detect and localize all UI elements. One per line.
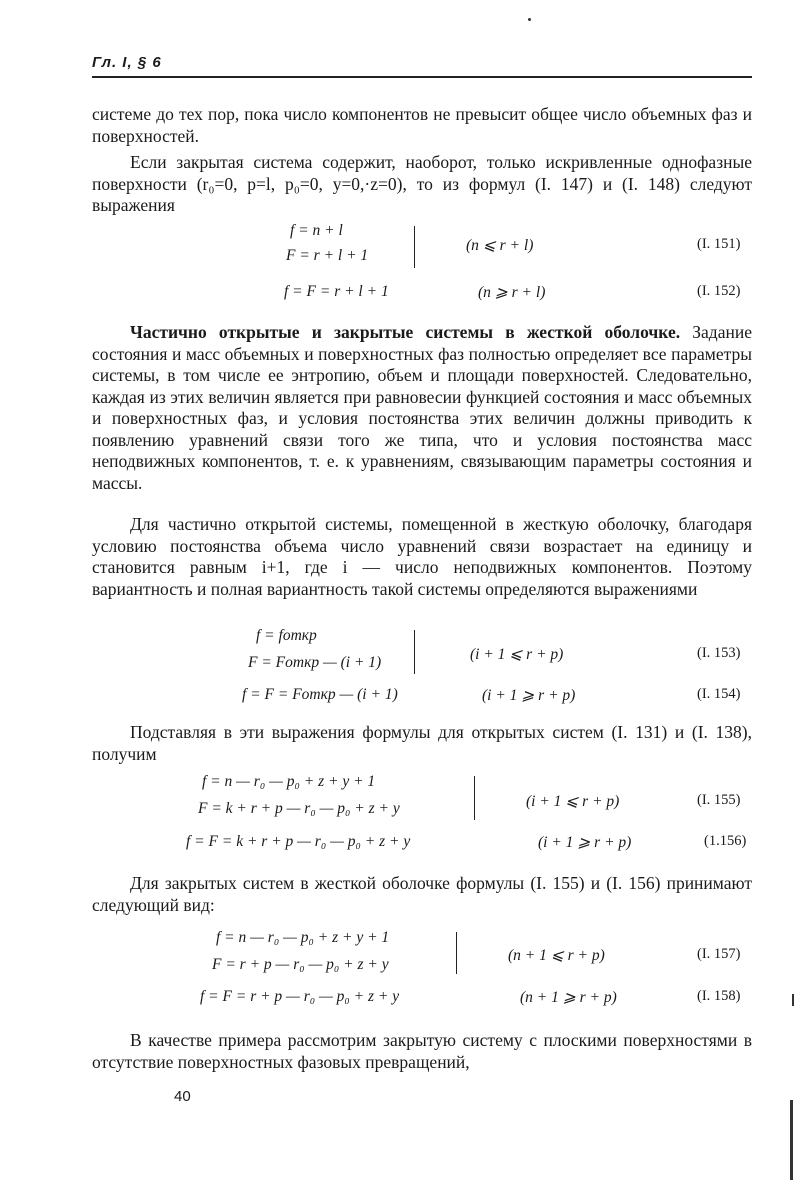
- paragraph-3-heading: Частично открытые и закрытые системы в жесткой оболочке.: [130, 322, 681, 342]
- scan-mark-2: [790, 1100, 793, 1180]
- equation-157-bracket: [456, 932, 457, 974]
- equation-158-line-1: f = F = r + p — r₀ — p₀ + z + y: [200, 988, 400, 1005]
- equation-153-number: (I. 153): [697, 645, 741, 661]
- equation-152-number: (I. 152): [697, 283, 741, 299]
- equation-154-line-1: f = F = Fоткр — (i + 1): [242, 686, 398, 703]
- equation-156-number: (1.156): [704, 833, 747, 849]
- equation-153-line-1: f = fоткр: [256, 627, 317, 644]
- equation-151-condition: (n ⩽ r + l): [466, 237, 534, 254]
- equation-155-line-1: f = n — r₀ — p₀ + z + y + 1: [202, 773, 376, 790]
- equation-154-condition: (i + 1 ⩾ r + p): [482, 687, 576, 704]
- equation-153-condition: (i + 1 ⩽ r + p): [470, 646, 564, 663]
- paragraph-3: [92, 322, 752, 494]
- scan-mark-3: [528, 18, 531, 21]
- running-head: Гл. I, § 6: [92, 54, 162, 71]
- equation-151-line-1: f = n + l: [290, 222, 343, 239]
- page-number: 40: [174, 1088, 191, 1105]
- equation-158-number: (I. 158): [697, 988, 741, 1004]
- equation-155-line-2: F = k + r + p — r₀ — p₀ + z + y: [198, 800, 400, 817]
- paragraph-5: Подставляя в эти выражения формулы для открытых систем (I. 131) и (I. 138), получим: [92, 722, 752, 764]
- equation-155-condition: (i + 1 ⩽ r + p): [526, 793, 620, 810]
- paragraph-6: Для закрытых систем в жесткой оболочке формулы (I. 155) и (I. 156) принимают следующий вид:: [92, 873, 752, 915]
- equation-151-bracket: [414, 226, 415, 268]
- equation-157-line-1: f = n — r₀ — p₀ + z + y + 1: [216, 929, 390, 946]
- equation-157-condition: (n + 1 ⩽ r + p): [508, 947, 605, 964]
- equation-156-line-1: f = F = k + r + p — r₀ — p₀ + z + y: [186, 833, 411, 850]
- equation-153-bracket: [414, 630, 415, 674]
- equation-152-condition: (n ⩾ r + l): [478, 284, 546, 301]
- equation-157-line-2: F = r + p — r₀ — p₀ + z + y: [212, 956, 389, 973]
- equation-157-number: (I. 157): [697, 946, 741, 962]
- equation-155-bracket: [474, 776, 475, 820]
- scan-mark-1: [792, 994, 794, 1006]
- paragraph-7: В качестве примера рассмотрим закрытую систему с плоскими поверхностями в отсутствие поверхностных фазовых превращений,: [92, 1030, 752, 1072]
- equation-153-line-2: F = Fоткр — (i + 1): [248, 654, 382, 671]
- paragraph-3-body: Задание состояния и масс объемных и поверхностных фаз полностью определяет все параметры системы, в том числе ее энтропию, объем и площади поверхностей. Следовательно, каждая из этих величин является при равновесии функцией состояния и масс объемных и поверхностных фаз, и условия постоянства этих величин должны приводить к появлению уравнений связи того же типа, что и условия постоянства масс неподвижных компонентов, т. е. к уравнениям, связывающим параметры состояния и массы.: [92, 322, 752, 493]
- header-rule: [92, 76, 752, 78]
- equation-151-number: (I. 151): [697, 236, 741, 252]
- equation-155-number: (I. 155): [697, 792, 741, 808]
- equation-158-condition: (n + 1 ⩾ r + p): [520, 989, 617, 1006]
- equation-156-condition: (i + 1 ⩾ r + p): [538, 834, 632, 851]
- equation-154-number: (I. 154): [697, 686, 741, 702]
- paragraph-1: системе до тех пор, пока число компонентов не превысит общее число объемных фаз и поверхностей.: [92, 104, 752, 146]
- equation-151-line-2: F = r + l + 1: [286, 247, 369, 264]
- paragraph-2: Если закрытая система содержит, наоборот, только искривленные однофазные поверхности (r₀=0, p=l, p₀=0, y=0,·z=0), то из формул (I. 147) и (I. 148) следуют выражения: [92, 152, 752, 215]
- equation-152-line-1: f = F = r + l + 1: [284, 283, 389, 300]
- paragraph-4: Для частично открытой системы, помещенной в жесткую оболочку, благодаря условию постоянства объема число уравнений связи возрастает на единицу и становится равным i+1, где i — число неподвижных компонентов. Поэтому вариантность и полная вариантность такой системы определяются выражениями: [92, 514, 752, 599]
